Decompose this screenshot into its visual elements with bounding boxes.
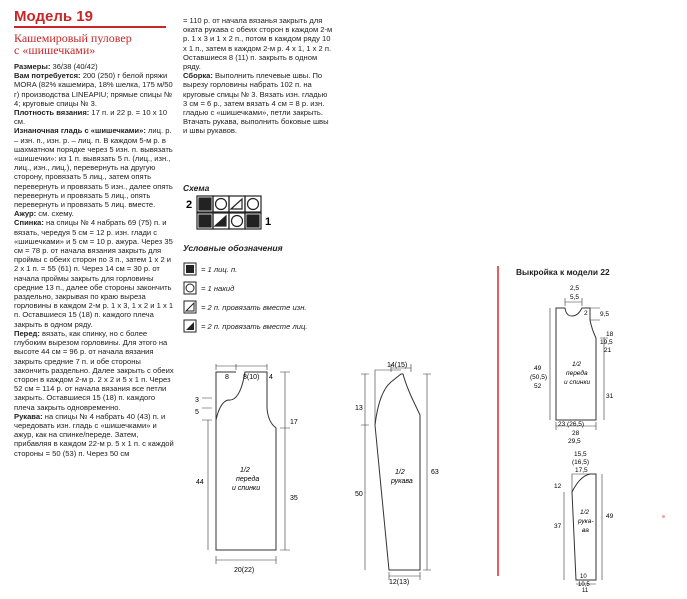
dim-label: 29,5 <box>568 438 581 445</box>
piece-label: 1/2 <box>572 361 582 368</box>
sleeve-pattern <box>345 360 465 590</box>
instructions-body-cont <box>183 16 333 136</box>
vykroyka-title: Выкройка к модели 22 <box>516 267 610 277</box>
decor-dot <box>662 515 665 518</box>
dim-label: 10 <box>580 574 587 580</box>
dim-label: 2,5 <box>570 285 580 292</box>
dim-label: 4 <box>269 374 273 381</box>
model-title: Модель 19 <box>14 8 93 25</box>
vykroyka-body-pattern <box>520 280 640 445</box>
section-divider <box>497 266 499 576</box>
piece-label: и спинки <box>232 485 261 492</box>
schema-title: Схема <box>183 183 210 193</box>
instruction-paragraph <box>14 218 174 328</box>
dim-label: 9,5 <box>600 311 610 318</box>
instructions-column-1 <box>14 8 174 458</box>
dim-label: 8(10) <box>243 374 260 381</box>
piece-label: рукава <box>391 478 413 485</box>
dim-label: 23 (26,5) <box>558 421 585 428</box>
schema-chart <box>183 192 273 236</box>
legend-title: Условные обозначения <box>183 243 283 253</box>
piece-label: рука- <box>578 518 594 525</box>
paragraph-text: 200 (250) г белой пряжи MORA (82% кашемира, 18% шелка, 175 м/50 г) производства LINEAPIU; прямые спицы № 4; круговые спицы № 3. <box>14 71 173 108</box>
dim-label: 17,5 <box>575 467 588 474</box>
piece-label: и спинки <box>564 379 591 386</box>
schema-row-2: 2 <box>186 199 193 211</box>
piece-label: 1/2 <box>395 469 405 476</box>
dim-label: 5,5 <box>570 294 580 301</box>
dim-label: 49 <box>606 513 614 520</box>
dim-label: 13 <box>355 405 363 412</box>
dim-label: (50,5) <box>530 374 547 381</box>
instruction-paragraph <box>14 209 174 218</box>
paragraph-text: на спицы № 4 набрать 40 (43) п. и чередовать изн. гладь с «шишечками» и ажур, как на спинке/переде. Затем, прибавляя в каждом 22-м р. 5 х 1 п. с каждой стороны = 50 (53) п. Через 50 см <box>14 411 174 458</box>
instruction-paragraph <box>14 412 174 458</box>
paragraph-text: см. схему. <box>36 209 74 219</box>
instructions-body <box>14 62 174 458</box>
dim-label: 5 <box>195 409 199 416</box>
legend-item-knit-together: = 2 п. провязать вместе лиц. <box>183 319 307 333</box>
dim-label: 63 <box>431 469 439 476</box>
dim-label: 28 <box>572 430 580 437</box>
model-subtitle: Кашемировый пуловер с «шишечками» <box>14 31 132 57</box>
dim-label: 2 <box>584 310 588 317</box>
dim-label: 8 <box>225 374 229 381</box>
instruction-paragraph <box>14 329 174 412</box>
paragraph-label: Рукава: <box>14 411 43 421</box>
dim-label: 35 <box>290 495 298 502</box>
legend-item-purl-together: = 2 п. провязать вместе изн. <box>183 300 307 314</box>
dim-label: 50 <box>355 491 363 498</box>
dim-label: 17 <box>290 419 298 426</box>
paragraph-text: 36/38 (40/42) <box>50 62 98 71</box>
paragraph-label: Ажур: <box>14 209 37 219</box>
dim-label: 49 <box>534 365 542 372</box>
dim-label: (16,5) <box>572 459 589 466</box>
vykroyka-sleeve-pattern <box>520 448 640 593</box>
title-rule <box>14 26 166 28</box>
paragraph-label: Спинка: <box>14 218 44 228</box>
dim-label: 14(15) <box>387 362 408 369</box>
legend-item-knit: = 1 лиц. п. <box>183 262 237 276</box>
instruction-paragraph <box>14 62 174 71</box>
piece-label: переда <box>566 370 588 377</box>
schema-row-1: 1 <box>265 216 272 228</box>
dim-label: 11 <box>582 588 589 593</box>
paragraph-text: Выполнить плечевые швы. По вырезу горловины набрать 102 п. на круговые спицы № 3. Вязать изн. гладью 3 см = 6 р., затем вязать 4 см = 8 р. изн. гладью с «шишечками», петли закрыть. Втачать рукава, выполнить боковые швы и швы рукавов. <box>183 71 329 136</box>
piece-label: 1/2 <box>580 509 590 516</box>
dim-label: 21 <box>604 347 612 354</box>
dim-label: 3 <box>195 397 199 404</box>
instruction-paragraph <box>183 71 333 135</box>
paragraph-text: 17 п. и 22 р. = 10 х 10 см. <box>14 108 168 127</box>
dim-label: 44 <box>196 479 204 486</box>
piece-label: переда <box>236 476 260 483</box>
filled-square-icon <box>183 262 197 276</box>
front-back-pattern <box>180 360 310 590</box>
instructions-column-2 <box>183 16 333 136</box>
paragraph-label: Изнаночная гладь с «шишечками»: <box>14 126 146 136</box>
dim-label: 52 <box>534 383 542 390</box>
dim-label: 37 <box>554 523 562 530</box>
dim-label: 18 <box>606 331 614 338</box>
circle-icon <box>183 281 197 295</box>
paragraph-label: Плотность вязания: <box>14 108 90 118</box>
paragraph-label: Размеры: <box>14 62 51 71</box>
paragraph-text: = 110 р. от начала вязанья закрыть для оката рукава с обеих сторон в каждом 2-м р. 1 х 3 и 1 х 2 п., потом в каждом ряду 10 х 1 п., затем в каждом 2-м р. 4 х 1, 1 х 2 п. Оставшиеся 8 (11) п. закрыть в одном ряду. <box>183 16 333 72</box>
dim-label: 10,5 <box>578 582 590 588</box>
paragraph-label: Вам потребуется: <box>14 71 81 81</box>
paragraph-text: на спицы № 4 набрать 69 (75) п. и вязать, чередуя 5 см = 12 р. изн. глади с «шишечками» и 5 см = 10 р. ажура. Через 35 см = 78 р. от начала вязания закрыть для проймы с обеих сторон по 3 п., затем 1 х 2 и 2 х 1 п. = 55 (61) п. Через 14 см = 30 р. от начала проймы закрыть для горловины средние 13 п., далее обе стороны закончить раздельно, закрывая по краю выреза горловины в каждом 2-м р. 1 х 3, 1 х 2 и 1 х 1 п. Оставшиеся 15 (18) п. каждого плеча закрыть в одном ряду. <box>14 218 174 329</box>
dim-label: 12 <box>554 483 562 490</box>
piece-label: ва <box>582 527 589 534</box>
piece-label: 1/2 <box>240 467 250 474</box>
dim-label: 12(13) <box>389 579 410 586</box>
triangle-filled-icon <box>183 319 197 333</box>
paragraph-label: Сборка: <box>183 71 213 81</box>
instruction-paragraph <box>14 71 174 108</box>
dim-label: 20(22) <box>234 567 255 574</box>
instruction-paragraph <box>14 108 174 126</box>
paragraph-text: лиц. р. – изн. п., изн. р. – лиц. п. В каждом 5-м р. в шахматном порядке через 5 изн. п. вывязать «шишечки»: из 1 п. вывязать 5 п. (лиц., изн., лиц., изн., лиц.), перевернуть на другую сторону, провязать 5 лиц., затем опять перевернуть и провязать 5 изн., далее опять перевернуть и провязать 5 лиц., опять перевернуть и провязать 5 лиц. вместе. <box>14 126 173 210</box>
paragraph-text: вязать, как спинку, но с более глубоким вырезом горловины. Для этого на высоте 44 см = 96 р. от начала вязания закрыть средние 7 п. и обе стороны закончить раздельно. Далее закрыть с обеих сторон в каждом 2-м р. 2 х 2 и 5 х 1 п. Через 52 см = 114 р. от начала вязания все петли закрыть. Оставшиеся 15 (18) п. каждого плеча закрыть одновременно. <box>14 328 174 412</box>
dim-label: 31 <box>606 393 614 400</box>
paragraph-label: Перед: <box>14 328 40 338</box>
instruction-paragraph <box>183 16 333 71</box>
dim-label: 19,5 <box>600 339 613 346</box>
legend-item-yarnover: = 1 накид <box>183 281 234 295</box>
triangle-outline-icon <box>183 300 197 314</box>
dim-label: 15,5 <box>574 451 587 458</box>
instruction-paragraph <box>14 126 174 209</box>
